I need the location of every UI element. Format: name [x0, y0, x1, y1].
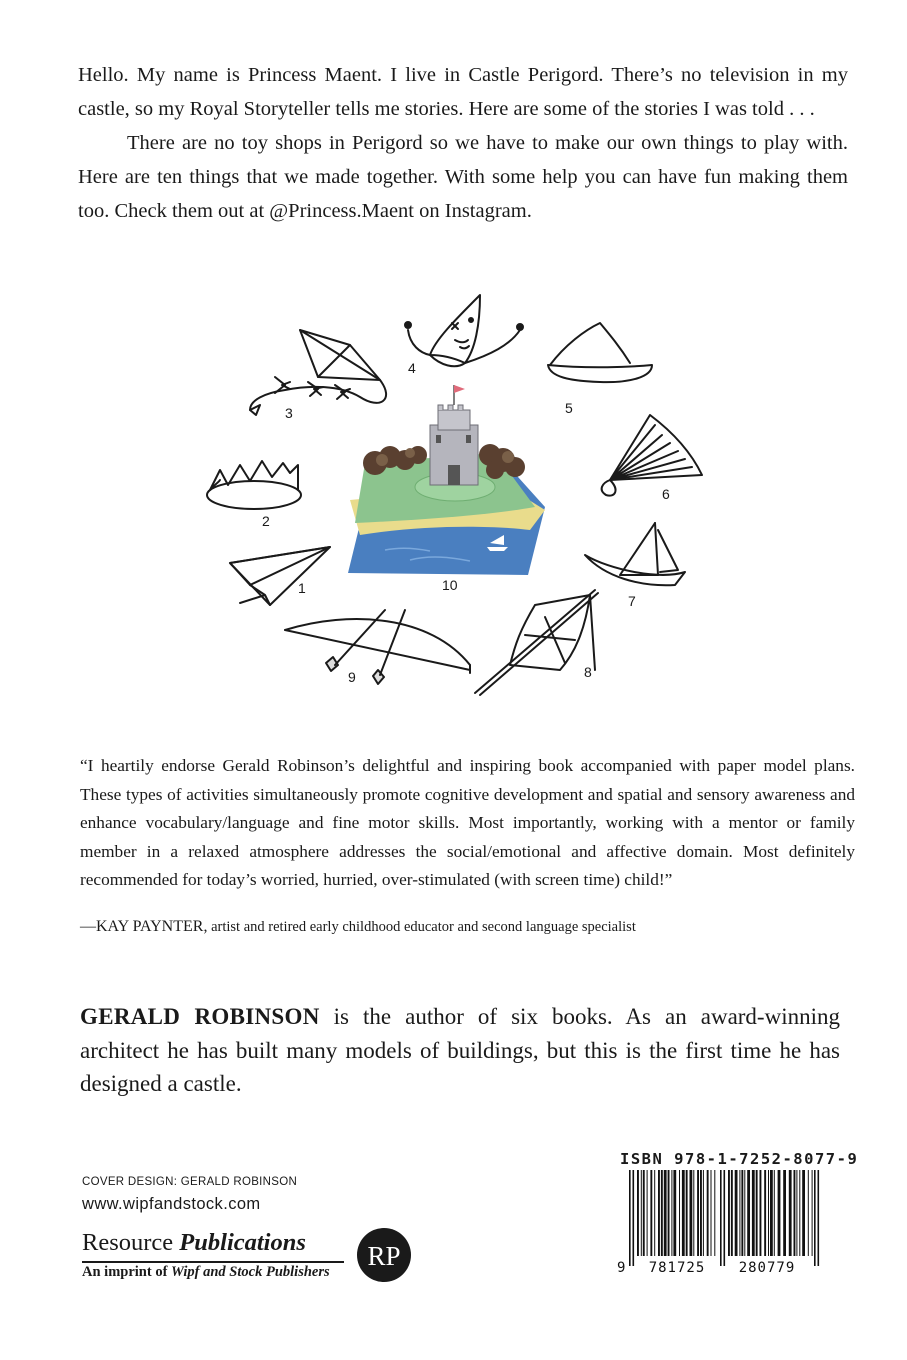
cover-design-credit: COVER DESIGN: GERALD ROBINSON	[82, 1176, 298, 1188]
label-windmill: 8	[584, 664, 592, 680]
label-kite: 3	[285, 405, 293, 421]
label-bow-and-arrows: 9	[348, 669, 356, 685]
windmill-drawing	[475, 590, 598, 695]
crown-drawing	[207, 461, 301, 509]
endorsement-quote	[80, 752, 855, 895]
pirate-hat-drawing	[548, 323, 652, 382]
publisher-word-resource: Resource	[82, 1229, 174, 1256]
attribution-name: KAY PAYNTER,	[96, 918, 208, 935]
attribution-dash: —	[80, 918, 96, 935]
author-bio	[80, 1000, 840, 1101]
label-castle-model: 10	[442, 577, 458, 593]
label-pirate-hat: 5	[565, 400, 573, 416]
imprint-name: Wipf and Stock Publishers	[171, 1264, 330, 1280]
label-crown: 2	[262, 513, 270, 529]
crafts-illustration	[190, 285, 720, 705]
barcode-digit-group-1: 781725	[648, 1260, 706, 1275]
label-airplane: 1	[298, 580, 306, 596]
endorsement-text: “I heartily endorse Gerald Robinson’s delightful and inspiring book accompanied with paper model plans. These types of activities simultaneously promote cognitive development and spatial and sensory awareness and enhance vocabulary/language and fine motor skills. Most importantly, working with a mentor or family member in a relaxed atmosphere addresses the social/emotional and affective domain. Most definitely recommended for today’s worried, hurried, over-stimulated (with screen time) child!”	[80, 756, 855, 889]
publisher-website: www.wipfandstock.com	[82, 1195, 261, 1213]
rp-logo-icon	[356, 1227, 412, 1283]
barcode-first-digit: 9	[617, 1260, 626, 1275]
attribution-role: artist and retired early childhood educator and second language specialist	[207, 919, 636, 935]
isbn-label: ISBN 978-1-7252-8077-9	[620, 1150, 859, 1168]
intro-text	[78, 58, 848, 228]
jester-hat-drawing	[405, 295, 523, 366]
paper-airplane-drawing	[230, 547, 330, 605]
kite-drawing	[250, 330, 386, 415]
publisher-divider	[82, 1261, 344, 1263]
publisher-word-publications: Publications	[179, 1229, 306, 1256]
label-jester-hat: 4	[408, 360, 416, 376]
imprint-prefix: An imprint of	[82, 1264, 172, 1280]
label-sailboat: 7	[628, 593, 636, 609]
bow-and-arrows-drawing	[285, 610, 470, 684]
intro-paragraph-2: There are no toy shops in Perigord so we have to make our own things to play with. Here are ten things that we made together. With some help you can have fun making them too. Check them out at @Princess.Maent on Instagram.	[78, 132, 848, 222]
publisher-name	[82, 1229, 306, 1257]
endorsement-attribution	[80, 918, 636, 936]
label-fan: 6	[662, 486, 670, 502]
author-name: GERALD ROBINSON	[80, 1004, 320, 1029]
sailboat-drawing	[585, 523, 685, 585]
intro-paragraph-1: Hello. My name is Princess Maent. I live in Castle Perigord. There’s no television in my castle, so my Royal Storyteller tells me stories. Here are some of the stories I was told . . .	[78, 64, 848, 120]
rp-logo-text: RP	[367, 1241, 401, 1271]
castle-island-model	[348, 385, 545, 575]
author-bio-text: is the author of six books. As an award-winning architect he has built many models of buildings, but this is the first time he has designed a castle.	[80, 1004, 840, 1096]
fan-drawing	[602, 415, 702, 496]
isbn-barcode	[617, 1170, 827, 1275]
barcode-digit-group-2: 280779	[738, 1260, 796, 1275]
imprint-line	[82, 1264, 330, 1281]
